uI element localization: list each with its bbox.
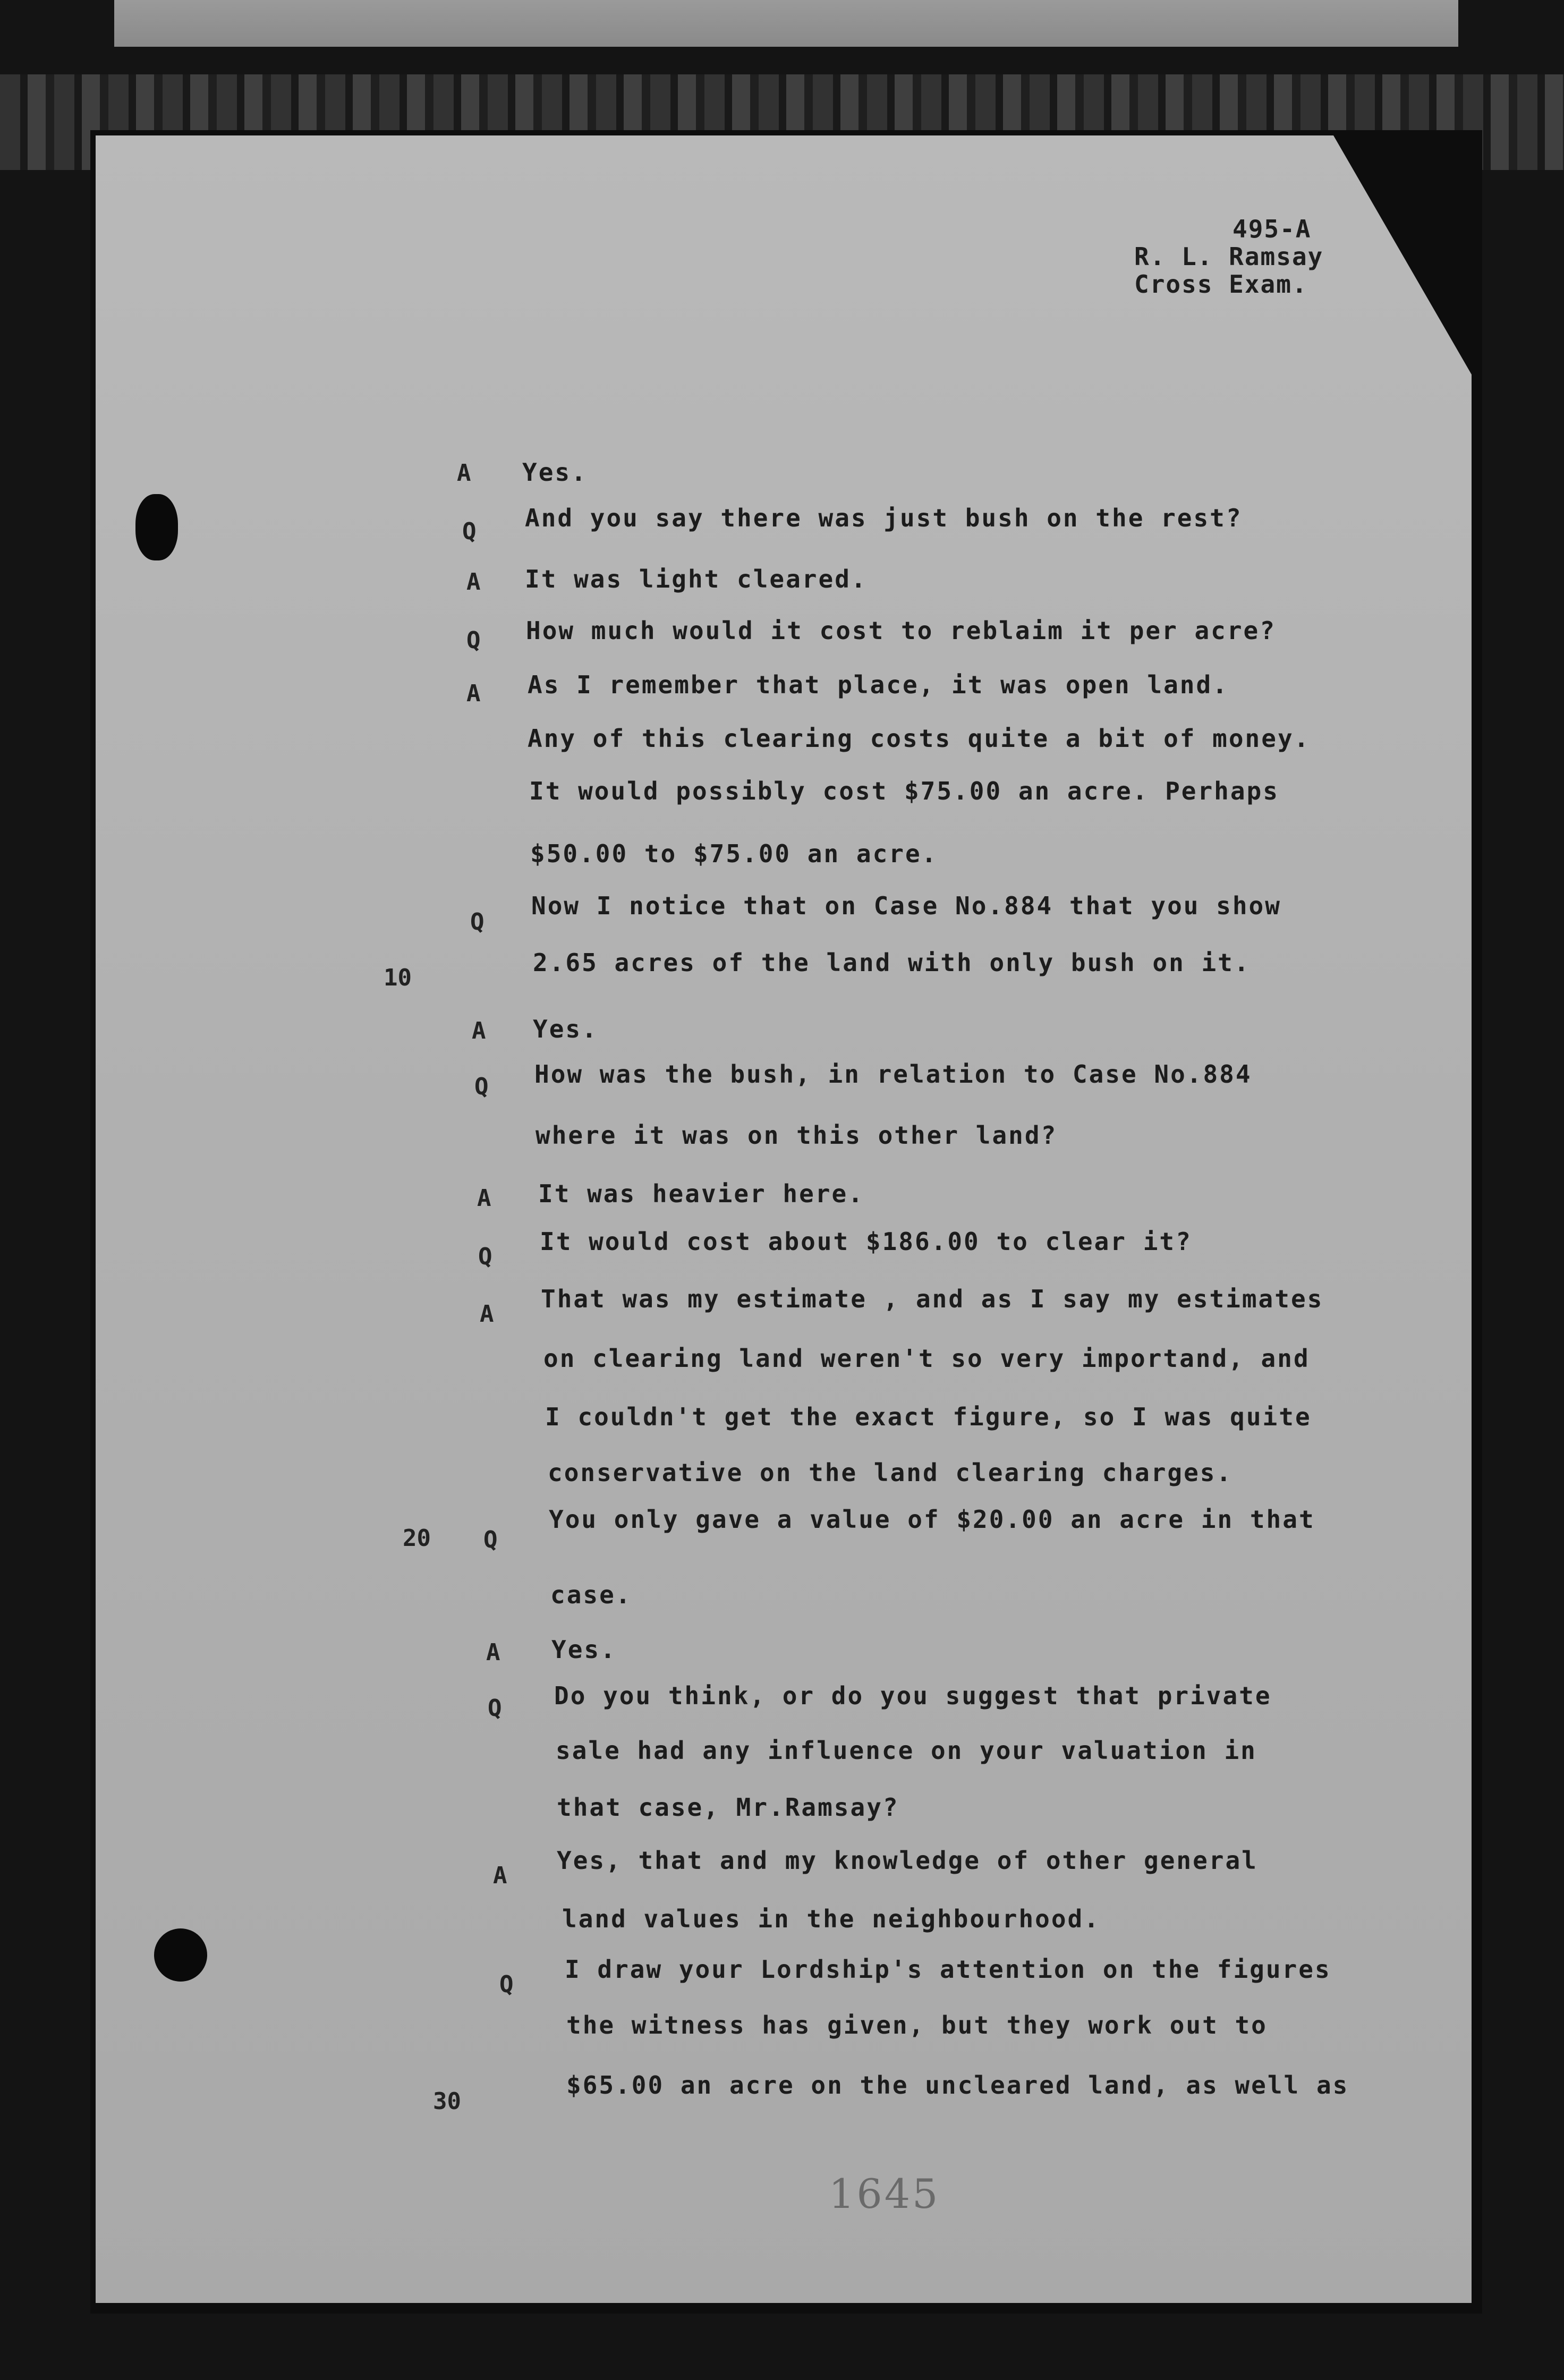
transcript-line: where it was on this other land? [536,1121,1058,1150]
speaker-label: A [466,568,481,596]
speaker-label: Q [466,627,481,654]
speaker-label: A [457,460,471,487]
transcript-line: I couldn't get the exact figure, so I was quite [545,1402,1312,1431]
speaker-label: A [472,1017,486,1044]
transcript-line: How was the bush, in relation to Case No.884 [534,1060,1252,1089]
transcript-line: $50.00 to $75.00 an acre. [530,839,938,868]
transcript-line: Now I notice that on Case No.884 that you show [531,891,1281,920]
transcript-line: I draw your Lordship's attention on the figures [565,1955,1331,1984]
speaker-label: Q [474,1073,489,1100]
speaker-label: A [493,1862,507,1889]
page-number: 495-A [1232,215,1312,243]
line-number-10: 10 [384,964,412,991]
speaker-label: A [480,1300,494,1328]
line-number-30: 30 [433,2088,461,2115]
speaker-label: A [477,1185,491,1212]
transcript-line: That was my estimate , and as I say my estimates [541,1285,1324,1313]
transcript-line: Do you think, or do you suggest that private [554,1681,1272,1710]
speaker-label: Q [478,1243,492,1270]
transcript-line: Yes, that and my knowledge of other general [557,1846,1258,1875]
transcript-line: $65.00 an acre on the uncleared land, as well as [566,2071,1349,2100]
exam-type: Cross Exam. [1134,270,1308,299]
transcript-line: that case, Mr.Ramsay? [557,1793,899,1822]
witness-name: R. L. Ramsay [1134,242,1324,271]
transcript-line: And you say there was just bush on the rest? [525,504,1243,532]
transcript-line: It would possibly cost $75.00 an acre. Perhaps [529,777,1279,805]
transcript-line: It was heavier here. [538,1179,864,1208]
transcript-line: Yes. [551,1635,617,1664]
speaker-label: A [466,680,481,707]
transcript-line: You only gave a value of $20.00 an acre in that [549,1505,1315,1534]
speaker-label: Q [483,1526,498,1553]
speaker-label: Q [470,908,484,936]
transcript-line: 2.65 acres of the land with only bush on it. [533,948,1251,977]
transcript-line: Any of this clearing costs quite a bit of money. [528,724,1311,753]
line-number-20: 20 [403,1525,431,1552]
transcript-line: It was light cleared. [525,565,868,593]
transcript-line: It would cost about $186.00 to clear it? [540,1227,1192,1256]
transcript-line: case. [550,1580,632,1609]
transcript-line: the witness has given, but they work out to [566,2011,1268,2039]
speaker-label: Q [462,518,477,545]
transcript-line: As I remember that place, it was open land. [528,670,1229,699]
speaker-label: Q [499,1971,514,1998]
speaker-label: Q [488,1695,502,1722]
speaker-label: A [486,1639,500,1666]
transcript-line: land values in the neighbourhood. [562,1905,1100,1933]
transcript-line: How much would it cost to reblaim it per acre? [526,616,1276,645]
transcript-line: on clearing land weren't so very importand, and [543,1344,1310,1373]
transcript-line: Yes. [522,458,588,487]
folio-number: 1645 [829,2170,940,2217]
transcript-line: sale had any influence on your valuation in [556,1736,1257,1765]
transcript-line: Yes. [533,1015,598,1043]
transcript-line: conservative on the land clearing charges. [548,1458,1233,1487]
